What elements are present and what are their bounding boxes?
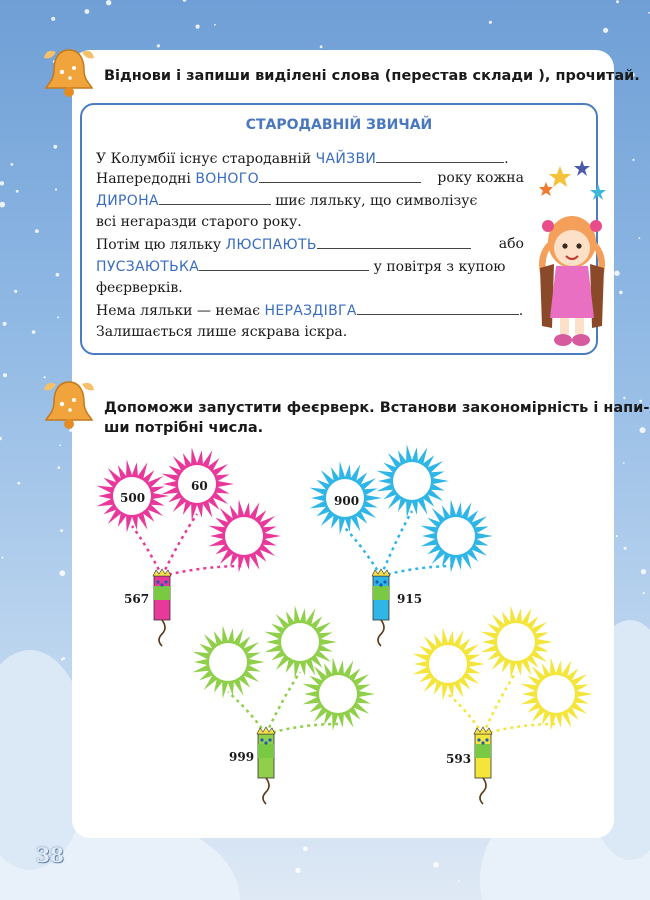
keyword: ЛЮСПАЮТЬ [225,237,317,253]
burst-number: 900 [334,494,360,508]
text-line-3: ДИРОНА шиє ляльку, що символізує [96,190,477,211]
rocket-number: 567 [124,592,150,606]
spark-trail [345,528,381,576]
keyword: НЕРАЗДІВГА [264,303,357,319]
spark-trail [381,566,456,576]
spark-trail [266,724,338,734]
firework-burst [421,499,494,572]
text-line-6: ПУСЗАЮТЬКА у повітря з купою [96,256,505,277]
spark-trail [132,526,162,576]
keyword: ВОНОГО [195,171,259,187]
text-line-8: Нема ляльки — немає НЕРАЗДІВГА . [96,300,523,321]
spark-trail [381,511,412,576]
rocket-number: 593 [446,752,472,766]
spark-trail [266,672,300,734]
spark-trail [162,514,197,576]
task1-instruction: Віднови і запиши виділені слова (перестав склади ), прочитай. [104,68,640,84]
text-line-4: всі негаразди старого року. [96,214,302,230]
rocket [257,727,275,804]
firework-burst [481,605,554,678]
burst-number: 60 [191,479,208,493]
text-line-2: Напередодні ВОНОГО року кожна [96,170,524,187]
burst-number: 500 [120,491,146,505]
keyword: ЧАЙЗВИ [315,151,377,167]
keyword: ПУСЗАЮТЬКА [96,259,200,275]
firework-burst [193,625,266,698]
firework-burst [521,657,594,730]
page-number: 38 [36,843,64,867]
rocket [474,727,492,804]
text-line-7: феєрверків. [96,280,183,296]
rocket [372,569,390,646]
rocket [153,569,171,646]
firework-burst [377,444,450,517]
spark-trail [483,672,516,734]
task2-instruction-line2: ши потрібні числа. [104,420,264,436]
rocket-number: 999 [229,750,255,764]
firework-burst [413,627,486,700]
spark-trail [483,724,556,734]
task2-instruction-line1: Допоможи запустити феєрверк. Встанови закономірність і напи- [104,400,650,416]
spark-trail [448,694,483,734]
firework-burst [209,499,282,572]
text-line-1: У Колумбії існує стародавній ЧАЙЗВИ . [96,148,509,169]
spark-trail [228,692,266,734]
text-line-5: Потім цю ляльку ЛЮСПАЮТЬ або [96,236,524,253]
text-line-9: Залишається лише яскрава іскра. [96,324,348,340]
rocket-number: 915 [397,592,423,606]
keyword: ДИРОНА [96,193,159,209]
spark-trail [162,566,244,576]
box-title: СТАРОДАВНІЙ ЗВИЧАЙ [245,117,433,133]
